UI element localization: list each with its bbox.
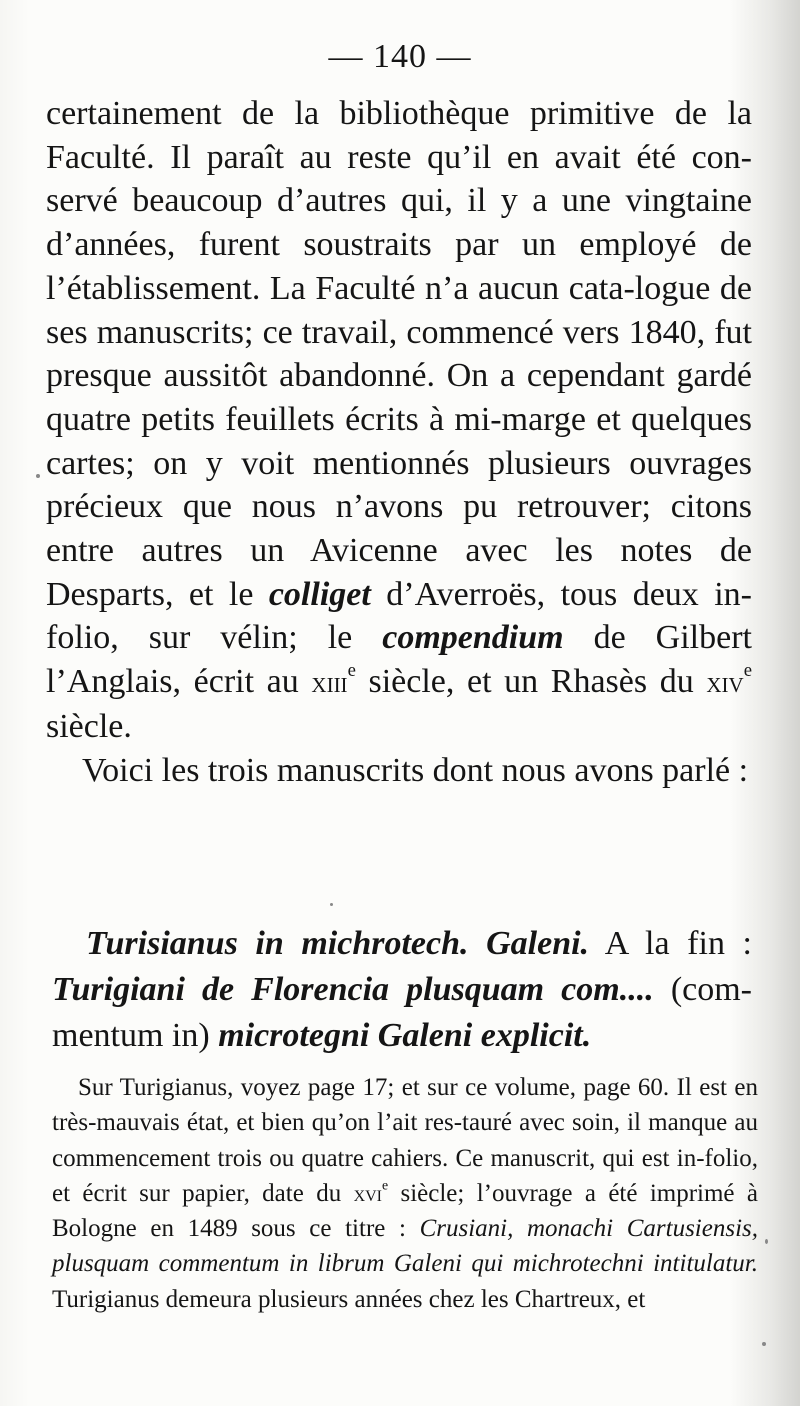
paragraph-library	[46, 92, 752, 749]
century-suffix: e	[347, 660, 356, 682]
century-suffix: e	[743, 660, 752, 682]
manuscript-explicit: Turigiani de Florencia plusquam com....	[52, 971, 654, 1008]
entry-text-part: A la fin :	[589, 925, 752, 962]
page-number: — 140 —	[328, 38, 472, 75]
manuscript-title: Turisianus in michrotech. Galeni.	[86, 925, 590, 962]
century-suffix: e	[382, 1177, 389, 1193]
paragraph-text: siècle.	[46, 707, 132, 745]
printed-title: Crusiani, monachi Cartusiensis, plusquam commentum in librum Galeni qui michrotechni intitulatur.	[52, 1215, 758, 1278]
ink-speck	[765, 1239, 768, 1244]
note-text-part: Turigianus demeura plusieurs années chez les Chartreux, et	[52, 1285, 646, 1313]
ink-speck	[762, 1342, 766, 1346]
paragraph-text: d’Averroës, tous deux in-folio, sur vélin; le	[46, 575, 752, 657]
century-numeral: xiv	[706, 665, 744, 700]
footnote	[52, 1070, 758, 1317]
compendium-title: compendium	[382, 619, 564, 657]
note-text-part: siècle; l’ouvrage a été imprimé à Bologne en 1489 sous ce titre :	[52, 1179, 758, 1243]
note-text-part: Sur Turigianus, voyez page 17; et sur ce volume, page 60. Il est en très-mauvais état, et bien qu’on l’ait res-tauré avec soin, il manque au commencement trois ou quatre cahiers. Ce manuscrit, qui est in-folio, et écrit sur papier, date du	[52, 1074, 758, 1207]
main-text	[46, 92, 752, 792]
paragraph-text: certainement de la bibliothèque primitive de la Faculté. Il paraît au reste qu’il en avait été con-servé beaucoup d’autres qui, il y a une vingtaine d’années, furent soustraits par un employé de l’établissement. La Faculté n’a aucun cata-logue de ses manuscrits; ce travail, commencé vers 1840, fut presque aussitôt abandonné. On a cependant gardé quatre petits feuillets écrits à mi-marge et quelques cartes; on y voit mentionnés plusieurs ouvrages précieux que nous n’avons pu retrouver; citons entre autres un Avicenne avec les notes de Desparts, et le	[46, 95, 752, 613]
entry-text-part: (com-mentum in)	[52, 971, 753, 1054]
ink-speck	[330, 903, 333, 906]
note-text	[52, 1070, 758, 1317]
ink-speck	[36, 474, 40, 478]
century-numeral: xvi	[353, 1180, 382, 1206]
paragraph-intro: Voici les trois manuscrits dont nous avons parlé :	[82, 751, 749, 789]
colliget-title: colliget	[268, 575, 371, 613]
century-numeral: xiii	[311, 665, 348, 700]
manuscript-explicit: microtegni Galeni explicit.	[218, 1017, 592, 1054]
paragraph-text: siècle, et un Rhasès du	[355, 663, 707, 701]
manuscript-entry	[52, 921, 752, 1059]
entry-text	[52, 921, 752, 1059]
paragraph-text: de Gilbert l’Anglais, écrit au	[46, 619, 752, 701]
